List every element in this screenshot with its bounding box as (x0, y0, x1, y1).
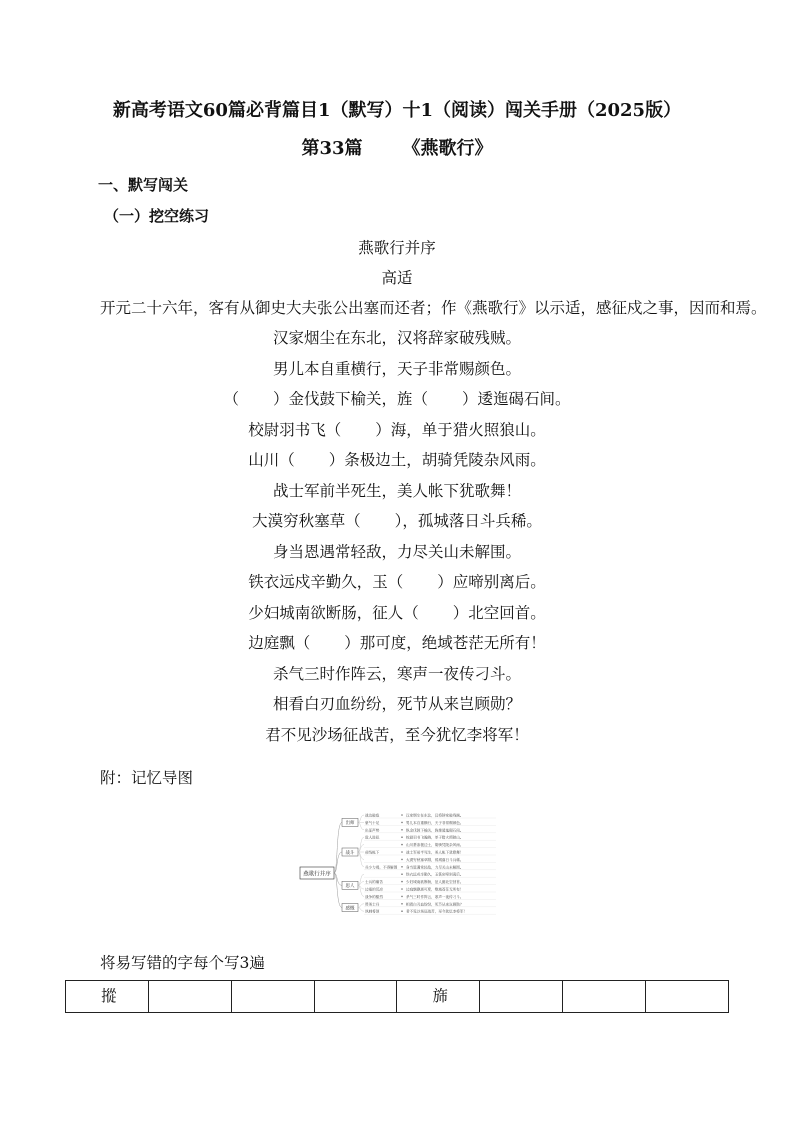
mindmap-connector (358, 815, 364, 822)
poem-line-text: 铁衣远戍辛勤久，玉（ (248, 573, 404, 591)
mindmap-item-text: 边庭飘飖那可度，绝域苍茫无所有！ (406, 887, 464, 892)
poem-line-text: 山川（ (248, 451, 295, 469)
mindmap-item-text: 大漠穷秋塞草腓，孤城落日斗兵稀。 (406, 857, 464, 862)
mindmap-item-key: 讽刺将领 (365, 909, 380, 914)
practice-grid (65, 980, 729, 1013)
mindmap-bullet (401, 814, 403, 816)
poem-line-text: 战士军前半死生，美人帐下犹歌舞！ (272, 481, 521, 500)
practice-cell (646, 981, 729, 1013)
mindmap-bullet (401, 822, 403, 824)
poem-line-text: ）条极边土，胡骑凭陵杂风雨。 (328, 451, 546, 469)
mindmap-bullet (401, 844, 403, 846)
mindmap-connector (358, 885, 364, 896)
practice-cell: 摐 (66, 981, 149, 1013)
mindmap-connector (358, 908, 364, 912)
mindmap-item-text: 战士军前半死生，美人帐下犹歌舞！ (406, 850, 464, 855)
poem-line (0, 601, 794, 623)
mindmap-item-text: 身当恩遇常轻敌，力尽关山未解围。 (406, 865, 464, 870)
poem-line (0, 540, 794, 562)
poem-title: 燕歌行并序 (358, 239, 436, 257)
practice-cell (563, 981, 646, 1013)
poem-line (0, 326, 794, 348)
poem-line-text: ）逶迤碣石间。 (462, 390, 571, 408)
poem-line (0, 631, 794, 653)
poem-line (0, 723, 794, 745)
poem-line (0, 448, 794, 470)
poem-line-text: （ (223, 390, 239, 408)
mindmap-item-key: 前线帐下 (365, 850, 380, 855)
mindmap-bullet (401, 910, 403, 912)
mindmap-item-key: 边塞的荒凉 (365, 887, 383, 892)
poem-line-text: 大漠穷秋塞草（ (252, 512, 361, 530)
mindmap-item-key: 战边破敌 (365, 813, 380, 818)
poem-line-text: ），孤城落日斗兵稀。 (394, 512, 542, 530)
mindmap-item-text: 山川萧条极边土，胡骑凭陵杂风雨。 (406, 843, 464, 848)
poem-line-text: 少妇城南欲断肠，征人（ (248, 603, 419, 622)
practice-cell (231, 981, 314, 1013)
chapter-heading (0, 134, 794, 160)
poem-line-text: ）金伐鼓下榆关，旌（ (272, 390, 428, 408)
section-heading-dictation: 一、默写闯关 (98, 176, 189, 194)
practice-instruction: 将易写错的字每个写3遍 (100, 954, 265, 972)
mindmap-connector (334, 873, 342, 908)
poem-line-text: 杀气三时作阵云，寒声一夜传刁斗。 (272, 664, 521, 683)
poem-line (0, 387, 794, 409)
chapter-number: 第33篇 (301, 138, 363, 159)
subsection-heading-fill-blank: （一）挖空练习 (104, 207, 210, 225)
appendix-label: 附：记忆导图 (100, 769, 194, 787)
poem-line (0, 509, 794, 531)
mindmap-item-key: 士兵的痛苦 (365, 880, 383, 885)
mindmap-item-text: 铁衣远戍辛勤久，玉箸应啼别离后。 (406, 872, 464, 877)
poem-line-text: 校尉羽书飞（ (248, 420, 342, 439)
mindmap-item-key: 兵少力竭，不得解围 (365, 865, 398, 870)
mindmap-item-key: 敌人进犯 (365, 835, 380, 840)
mindmap-bullet (401, 896, 403, 898)
poem-author: 高适 (381, 269, 413, 287)
poem-line-text: 身当恩遇常轻敌，力尽关山未解围。 (272, 542, 521, 561)
document-title: 新高考语文60篇必背篇目1（默写）十1（阅读）闯关手册（2025版） (112, 100, 682, 121)
practice-cell (480, 981, 563, 1013)
mindmap-item-text: 君不见沙场征战苦，至今犹忆李将军！ (406, 909, 468, 914)
mindmap-branch-label: 战斗 (345, 850, 355, 856)
practice-cell (314, 981, 397, 1013)
mindmap-item-text: 汉家烟尘在东北，汉将辞家破残贼。 (406, 813, 464, 818)
mindmap-item-text: 杀气三时作阵云，寒声一夜传刁斗。 (406, 894, 464, 899)
mindmap-bullet (401, 859, 403, 861)
practice-cell: 旆 (397, 981, 480, 1013)
mindmap-connector (334, 822, 342, 873)
mindmap-connector (358, 822, 364, 829)
chapter-poem-title: 《燕歌行》 (402, 138, 493, 159)
poem-line (0, 662, 794, 684)
mindmap-item-text: 相看白刃血纷纷，死节从来岂顾勋？ (406, 902, 464, 907)
mindmap-connector (358, 904, 364, 908)
mindmap-branch-label: 思人 (345, 884, 355, 890)
poem-line (0, 692, 794, 714)
poem-line-text: ）北空回首。 (452, 603, 546, 622)
poem-line-text: 汉家烟尘在东北，汉将辞家破残贼。 (272, 329, 521, 347)
mindmap-item-text: 纵金伐鼓下榆关，旌旆逶迤碣石间。 (406, 828, 464, 833)
poem-line-text: 君不见沙场征战苦，至今犹忆李将军！ (265, 725, 529, 744)
poem-line (0, 418, 794, 440)
mindmap-connector (358, 874, 364, 885)
poem-line-text: ）海，单于猎火照狼山。 (375, 420, 546, 439)
mindmap-item-key: 出征声势 (365, 828, 380, 833)
mindmap-bullet (401, 873, 403, 875)
mindmap-bullet (401, 903, 403, 905)
mindmap-item-key: 赞美士兵 (365, 902, 380, 907)
practice-cell (148, 981, 231, 1013)
mindmap-branch-label: 出师 (345, 821, 355, 827)
mindmap-branch-label: 感慨 (345, 906, 355, 912)
mindmap-bullet (401, 881, 403, 883)
mindmap-item-key: 豪气十足 (365, 820, 380, 825)
mindmap-root-label: 燕歌行并序 (303, 871, 331, 878)
mindmap-bullet (401, 866, 403, 868)
poem-line (0, 479, 794, 501)
poem-line-text: ）那可度，绝域苍茫无所有！ (344, 634, 546, 652)
mindmap-bullet (401, 829, 403, 831)
poem-preface: 开元二十六年，客有从御史大夫张公出塞而还者；作《燕歌行》以示适，感征戍之事，因而和焉。 (100, 299, 767, 317)
mindmap-bullet (401, 836, 403, 838)
poem-line (0, 357, 794, 379)
mindmap-item-text: 男儿本自重横行，天子非常赐颜色。 (406, 820, 464, 825)
poem-line-text: 边庭飘（ (248, 634, 311, 652)
poem-line-text: ）应啼别离后。 (437, 573, 546, 591)
poem-line (0, 570, 794, 592)
mindmap-bullet (401, 888, 403, 890)
poem-line-text: 男儿本自重横行，天子非常赐颜色。 (272, 359, 521, 378)
mindmap-diagram (298, 808, 498, 942)
mindmap-item-text: 校尉羽书飞瀚海，单于猎火照狼山。 (406, 835, 464, 840)
poem-line-text: 相看白刃血纷纷，死节从来岂顾勋？ (272, 695, 521, 713)
mindmap-item-key: 战争的酷烈 (365, 894, 383, 899)
mindmap-item-text: 少妇城南欲断肠，征人蓟北空回首。 (406, 880, 464, 885)
mindmap-bullet (401, 851, 403, 853)
